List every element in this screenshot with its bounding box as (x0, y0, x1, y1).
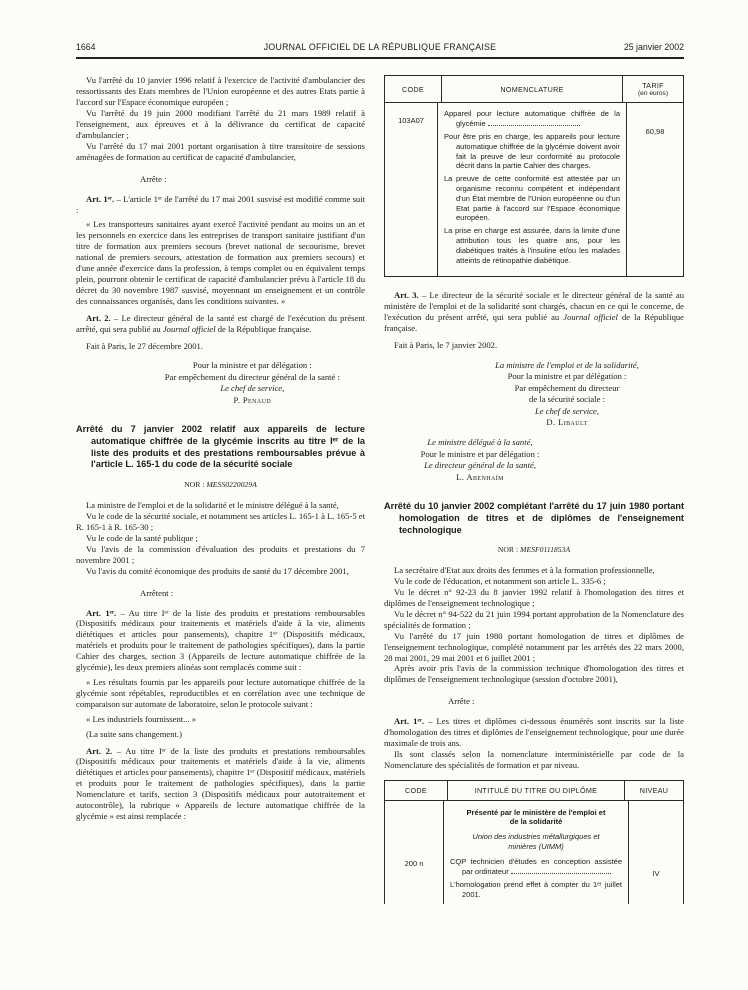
visa-paragraph: Vu le code de l'éducation, et notamment son article L. 335-6 ; (394, 576, 606, 587)
article-2b-text: – Au titre Iᵉʳ de la liste des produits et prestations remboursables (Dispositifs médicaux pour traitements et matériels d'aide à la vie, aliments diététiques et articles pour pansements), chapitre 1ᵉʳ (Dispositif médicaux, matériels et produits pour le traitement de pathologies spécifiques), dans la partie Nomenclature et tarifs, section 3 (Dispositifs médicaux pour autotraitement et autocontrôle), la rubrique « Appareils de lecture automatique chiffrée de la glycémie » est ainsi remplacée : (76, 745, 365, 821)
visa-paragraph: Vu le code de la sécurité sociale, et notamment ses articles L. 165-1 à L. 165-5 et R. 165-1 à R. 165-30 ; (76, 511, 365, 533)
decree-heading: Arrêté du 10 janvier 2002 complétant l'arrêté du 17 juin 1980 portant homologation de titres et de diplômes de l'enseignement technologique (384, 500, 684, 535)
signature-place-date: Fait à Paris, le 7 janvier 2002. (394, 339, 498, 350)
nor-code: MESF0111853A (520, 545, 571, 555)
diploma-entry (450, 857, 622, 877)
entry-text: Appareil pour lecture automatique chiffrée de la glycémie (444, 109, 620, 129)
article-3-text: – Le directeur de la sécurité sociale et le directeur général de la santé au ministère de l'emploi et de la solidarité sont chargés, chacun en ce qui le concerne, de l'exécution du présent arrêté, qui sera publié au (384, 290, 685, 323)
signature-block (140, 360, 365, 406)
delegation-line: Par empêchement du directeur (514, 382, 620, 393)
page-number: 1664 (76, 42, 96, 52)
quoted-provision: « Les industriels fournissent... » (86, 713, 197, 724)
article-1-text: – L'article 1ᵉʳ de l'arrêté du 17 mai 2001 susvisé est modifié comme suit : (76, 193, 365, 215)
signatory-title: Le chef de service, (220, 383, 285, 394)
article-1b-label: Art. 1ᵉʳ. (86, 607, 117, 618)
left-column (76, 75, 365, 903)
table-header-row (385, 76, 683, 103)
signature-block (450, 360, 684, 428)
nor-label: NOR : (184, 480, 205, 490)
nomenclature-note: La preuve de cette conformité est attestée par un organisme reconnu compétent et indépendant d'un État membre de l'Union européenne ou d'un Etat partie à l'accord sur l'Espace économique européen. (444, 174, 620, 223)
visa-paragraph: Vu l'avis de la commission d'évaluation des produits et prestations du 7 novembre 2001 ; (76, 543, 365, 565)
classification-paragraph: Ils sont classés selon la nomenclature interministérielle par code de la Nomenclature des spécialités de formation et par niveau. (384, 749, 684, 770)
decree-word: Arrête : (140, 173, 167, 184)
article-3 (384, 290, 684, 334)
signature-place-date: Fait à Paris, le 27 décembre 2001. (86, 340, 203, 351)
article-2-label: Art. 2. (86, 312, 111, 323)
nor-reference (76, 480, 365, 489)
right-column (384, 75, 684, 903)
cell-intitule (444, 801, 629, 904)
article-2b (76, 746, 365, 822)
header-rule (76, 57, 684, 59)
signature-block (384, 437, 576, 483)
signatory-title: Le chef de service, (535, 405, 599, 416)
signatory-office: Le ministre délégué à la santé, (427, 437, 533, 448)
article-1b (76, 608, 365, 673)
signatory-name: P. Penaud (233, 394, 272, 405)
article-1c-label: Art. 1ᵉʳ. (394, 716, 425, 727)
nor-code: MESS0220029A (206, 480, 257, 490)
article-2b-label: Art. 2. (86, 745, 113, 756)
signatory-name: L. Abenhaïm (456, 471, 504, 482)
intro-paragraph: La ministre de l'emploi et de la solidarité et le ministre délégué à la santé, (86, 500, 339, 511)
column-header-niveau: NIVEAU (639, 785, 669, 795)
homologation-table (384, 780, 684, 904)
visa-paragraph: Vu l'avis du comité économique des produits de santé du 17 décembre 2001, (86, 565, 349, 576)
decree-word: Arrêtent : (140, 587, 174, 598)
unchanged-note: (La suite sans changement.) (86, 728, 182, 739)
dotted-leader (511, 868, 611, 874)
visa-paragraph: Vu l'arrêté du 17 mai 2001 portant organisation à titre transitoire de sessions aménagées de formation au certificat de capacité d'ambulancier, (76, 140, 365, 162)
journal-title: JOURNAL OFFICIEL DE LA RÉPUBLIQUE FRANÇAISE (263, 42, 497, 52)
visa-paragraph: Vu l'arrêté du 19 juin 2000 modifiant l'arrêté du 21 mars 1989 relatif à l'enseignement, aux épreuves et à la délivrance du certificat de capacité d'ambulancier ; (76, 108, 365, 140)
journal-officiel-ref: Journal officiel (563, 312, 618, 323)
article-2-text-end: de la République française. (215, 323, 312, 334)
column-header-nomenclature: NOMENCLATURE (442, 76, 623, 102)
article-1c-text: – Les titres et diplômes ci-dessous énumérés sont inscrits sur la liste d'homologation des titres et diplômes de l'enseignement technologique, pour une durée maximale de trois ans. (384, 716, 684, 749)
article-1c (384, 716, 684, 749)
nor-label: NOR : (497, 545, 519, 555)
table-header-row (385, 781, 683, 801)
nor-reference (384, 545, 684, 554)
entry-text: CQP technicien d'études en conception assistée par ordinateur (450, 857, 622, 876)
column-header-tarif (623, 76, 683, 102)
nomenclature-note: Pour être pris en charge, les appareils pour lecture automatique chiffrée de la glycémie doivent avoir fait la preuve de leur conformité au protocole décrit dans la partie Cahier des charges. (444, 131, 620, 171)
signatory-title: Le directeur général de la santé, (424, 460, 536, 471)
quoted-provision: « Les résultats fournis par les appareils pour lecture automatique chiffrée de la glycémie sont répétables, reproductibles et en corrélation avec une technique de comparaison sur automate de laboratoire, selon le protocole suivant : (76, 677, 365, 709)
issue-date: 25 janvier 2002 (623, 42, 684, 52)
decree-heading: Arrêté du 7 janvier 2002 relatif aux appareils de lecture automatique chiffrée de la glycémie inscrits au titre Iᵉʳ de la liste des produits et des prestations remboursables prévue à l'article L. 165-1 du code de la sécurité sociale (76, 424, 365, 470)
table-body-row (385, 103, 683, 276)
visa-paragraph: Vu le décret n° 92-23 du 8 janvier 1992 relatif à l'homologation des titres et diplômes de l'enseignement technologique ; (384, 587, 684, 609)
tarif-label: TARIF (642, 81, 664, 91)
column-header-code: CODE (385, 781, 448, 800)
signatory-name: D. Libault (546, 416, 588, 427)
diploma-note: L'homologation prend effet à compter du 1ᵉʳ juillet 2001. (450, 879, 622, 899)
article-1 (76, 194, 365, 216)
article-1-label: Art. 1ᵉʳ. (86, 193, 115, 204)
delegation-line: de la sécurité sociale : (529, 394, 605, 405)
tarif-unit: (en euros) (637, 90, 669, 98)
visa-paragraph: Après avoir pris l'avis de la commission technique d'homologation des titres et diplômes de l'enseignement technologique (session d'octobre 2001), (384, 663, 684, 685)
ministry-heading: Présenté par le ministère de l'emploi et de la solidarité (466, 807, 606, 827)
journal-officiel-ref: Journal officiel (162, 323, 216, 334)
article-2-text: – Le directeur général de la santé est chargé de l'exécution du présent arrêté, qui sera publié au (76, 312, 365, 334)
decree-word: Arrête : (448, 696, 475, 707)
visa-paragraph: Vu le code de la santé publique ; (86, 532, 198, 543)
visa-paragraph: Vu le décret n° 94-522 du 21 juin 1994 portant approbation de la Nomenclature des spécialités de formation ; (384, 608, 684, 630)
article-2 (76, 313, 365, 335)
cell-code: 200 n (385, 801, 444, 904)
delegation-line: Pour la ministre et par délégation : (507, 371, 627, 382)
nomenclature-table (384, 75, 684, 277)
nomenclature-entry (444, 109, 620, 129)
quoted-provision: « Les transporteurs sanitaires ayant exercé l'activité pendant au moins un an et les personnels en exercice dans les entreprises de transport sanitaire justifiant d'un titre de formation aux premiers secours (brevet national de secourisme, brevet national de premiers secours, attestation de formation aux premiers secours) et d'une année d'exercice dans la profession, à temps complet ou en équivalent temps plein, pourront obtenir le certificat de capacité d'ambulancier prévu à l'article 18 du décret du 30 novembre 1987 susvisé, moyennant un enseignement et un contrôle des connaissances organisés, dans les conditions suivantes. » (76, 219, 365, 306)
dotted-leader (488, 120, 580, 126)
visa-paragraph: Vu l'arrêté du 17 juin 1980 portant homologation de titres et diplômes de l'enseignement technologique, complété notamment par les arrêtés des 22 mars 2000, 28 mai 2001, 29 mai 2001 et 6 juillet 2001 ; (384, 630, 684, 663)
cell-code: 103A07 (385, 103, 438, 276)
article-3-text-end: de la République française. (384, 312, 684, 334)
running-head (76, 42, 684, 52)
cell-nomenclature (438, 103, 627, 276)
column-header-intitule: INTITULÉ DU TITRE OU DIPLÔME (448, 781, 625, 800)
cell-niveau: IV (652, 868, 660, 878)
article-1b-text: – Au titre Iᵉʳ de la liste des produits et prestations remboursables (Dispositifs médicaux pour traitements et matériels d'aide à la vie, aliments diététiques et articles pour pansements), chapitre 1ᵉʳ (Dispositifs médicaux, matériels et produits pour le traitement de pathologies spécifiques), dans la partie Cahier des charges, section 3 (Appareils de lecture automatique chiffrée de la glycémie), les deux premiers alinéas sont remplacés comme suit : (76, 607, 365, 673)
table-body-row (385, 801, 683, 904)
delegation-line: Pour le ministre et par délégation : (420, 448, 540, 459)
delegation-line: Pour la ministre et par délégation : (192, 360, 312, 371)
signatory-office: La ministre de l'emploi et de la solidarité, (495, 359, 639, 370)
two-column-layout (76, 75, 684, 903)
cell-tarif: 60,98 (645, 127, 665, 137)
intro-paragraph: La secrétaire d'Etat aux droits des femmes et à la formation professionnelle, (394, 565, 655, 576)
nomenclature-note: La prise en charge est assurée, dans la limite d'une attribution tous les quatre ans, pour les diabétiques traités à l'insuline et/ou les malades atteints de rétinopathie diabétique. (444, 226, 620, 265)
page-content (76, 42, 684, 904)
delegation-line: Par empêchement du directeur général de la santé : (164, 371, 340, 382)
article-3-label: Art. 3. (394, 290, 419, 301)
visa-paragraph: Vu l'arrêté du 10 janvier 1996 relatif à l'exercice de l'activité d'ambulancier des ressortissants des Etats membres de l'Union européenne et des autres Etats partie à l'accord sur l'Espace économique européen ; (76, 75, 365, 108)
organization-name: Union des industries métallurgiques et minières (UIMM) (472, 832, 600, 851)
column-header-code: CODE (385, 76, 442, 102)
